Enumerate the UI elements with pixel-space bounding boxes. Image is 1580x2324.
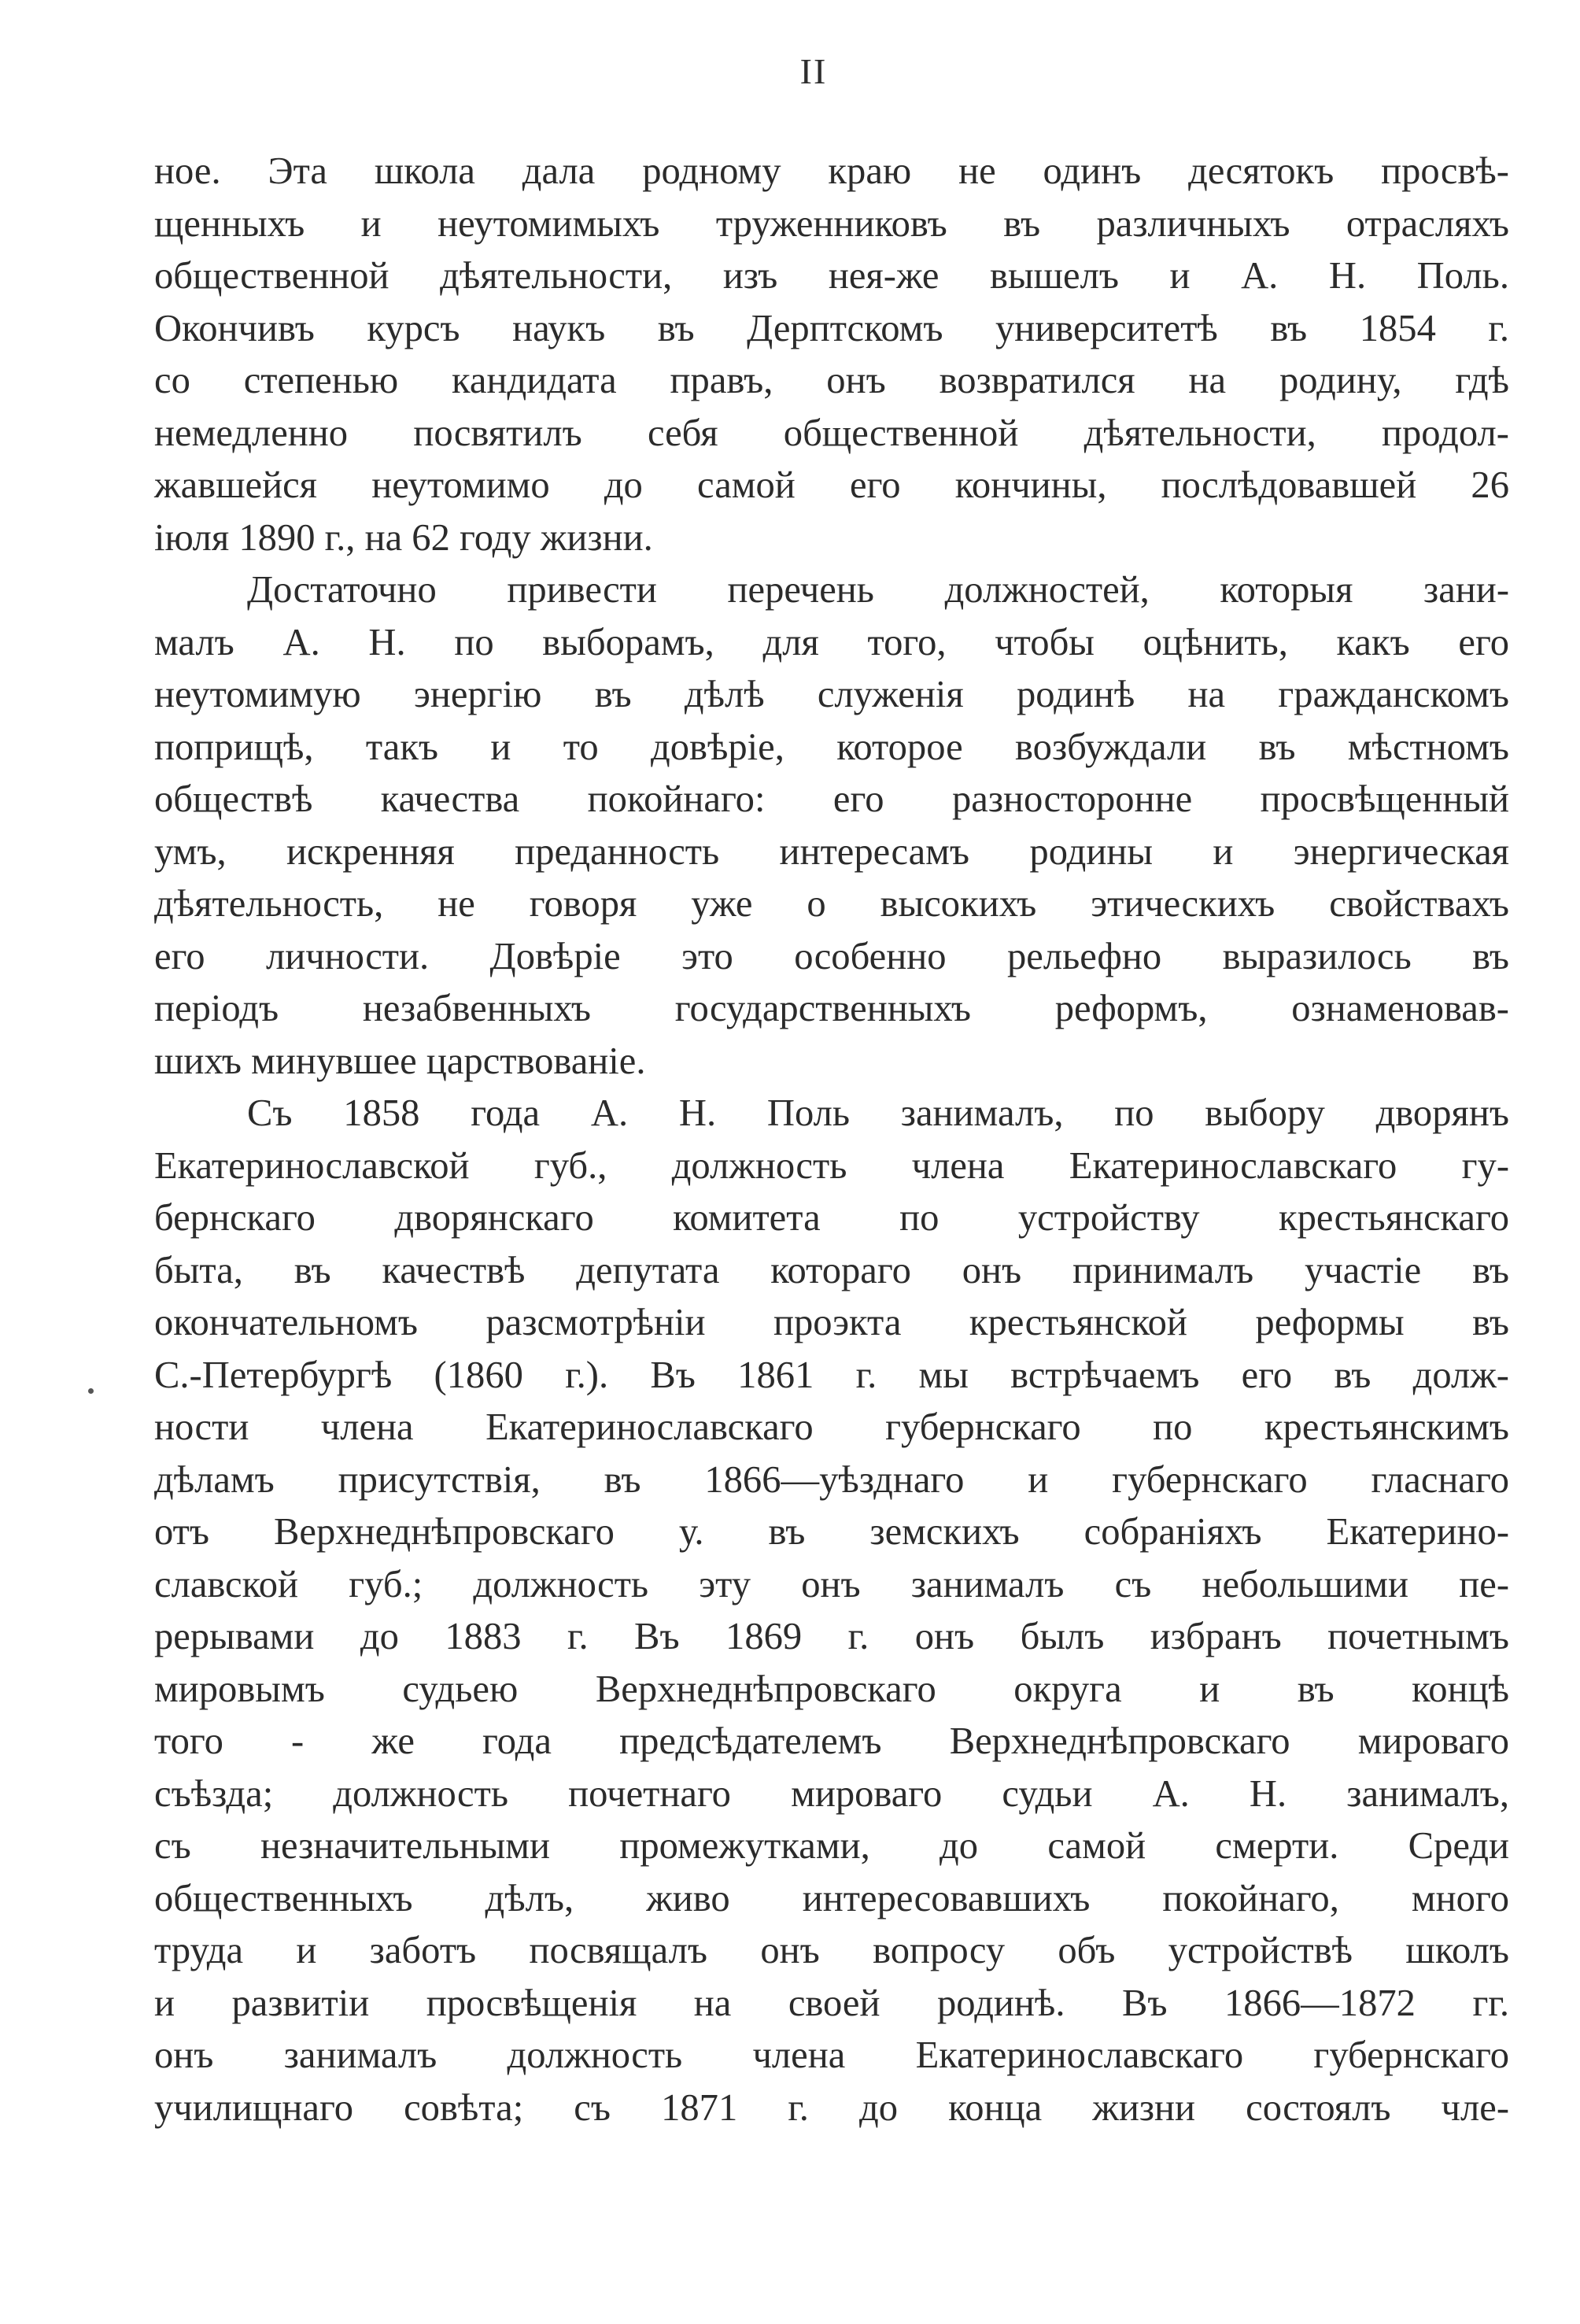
text-line: труда и заботъ посвящалъ онъ вопросу объ устройствѣ школъ [154, 1929, 1509, 1971]
text-line: рерывами до 1883 г. Въ 1869 г. онъ былъ избранъ почетнымъ [154, 1615, 1509, 1657]
text-line: ное. Эта школа дала родному краю не одинъ десятокъ просвѣ- [154, 150, 1509, 192]
text-line: общественныхъ дѣлъ, живо интересовавшихъ покойнаго, много [154, 1876, 1509, 1919]
text-line: общественной дѣятельности, изъ нея-же вышелъ и А. Н. Поль. [154, 254, 1509, 297]
text-line: того - же года предсѣдателемъ Верхнеднѣпровскаго мироваго [154, 1720, 1509, 1762]
text-line: обществѣ качества покойнаго: его разносторонне просвѣщенный [154, 778, 1509, 820]
text-line: Окончивъ курсъ наукъ въ Дерптскомъ университетѣ въ 1854 г. [154, 306, 1509, 349]
text-line: малъ А. Н. по выборамъ, для того, чтобы оцѣнить, какъ его [154, 620, 1509, 663]
text-line: славской губ.; должность эту онъ занималъ съ небольшими пе- [154, 1562, 1509, 1605]
text-line: неутомимую энергію въ дѣлѣ служенія родинѣ на гражданскомъ [154, 673, 1509, 715]
paragraph-1 [154, 145, 1509, 563]
page-number: II [799, 51, 828, 91]
text-line: іюля 1890 г., на 62 году жизни. [154, 515, 653, 559]
text-line: дѣятельность, не говоря уже о высокихъ этическихъ свойствахъ [154, 882, 1509, 925]
text-line: Достаточно привести перечень должностей, которыя зани- [247, 568, 1509, 611]
margin-speck [88, 1388, 94, 1394]
text-line: щенныхъ и неутомимыхъ труженниковъ въ различныхъ отрасляхъ [154, 201, 1509, 245]
text-line: Съ 1858 года А. Н. Поль занималъ, по выбору дворянъ [247, 1092, 1509, 1134]
text-line: училищнаго совѣта; съ 1871 г. до конца жизни состоялъ чле- [154, 2086, 1509, 2129]
text-line: дѣламъ присутствія, въ 1866—уѣзднаго и губернскаго гласнаго [154, 1458, 1509, 1501]
text-line: мировымъ судьею Верхнеднѣпровскаго округа и въ концѣ [154, 1667, 1509, 1710]
text-line: жавшейся неутомимо до самой его кончины, послѣдовавшей 26 [154, 464, 1509, 506]
text-line: Екатеринославской губ., должность члена Екатеринославскаго гу- [154, 1144, 1509, 1187]
text-line: окончательномъ разсмотрѣніи проэкта крестьянской реформы въ [154, 1301, 1509, 1343]
text-line: онъ занималъ должность члена Екатеринославскаго губернскаго [154, 2034, 1509, 2076]
text-line: бернскаго дворянскаго комитета по устройству крестьянскаго [154, 1196, 1509, 1239]
text-line: быта, въ качествѣ депутата котораго онъ принималъ участіе въ [154, 1248, 1509, 1291]
paragraph-2 [154, 563, 1509, 1087]
text-line: съѣзда; должность почетнаго мироваго судьи А. Н. занималъ, [154, 1772, 1509, 1815]
text-line: съ незначительными промежутками, до самой смерти. Среди [154, 1824, 1509, 1867]
text-line: и развитіи просвѣщенія на своей родинѣ. Въ 1866—1872 гг. [154, 1981, 1509, 2024]
text-line: шихъ минувшее царствованіе. [154, 1039, 646, 1082]
text-line: поприщѣ, такъ и то довѣріе, которое возбуждали въ мѣстномъ [154, 725, 1509, 768]
text-line: его личности. Довѣріе это особенно рельефно выразилось въ [154, 934, 1509, 977]
text-line: ности члена Екатеринославскаго губернскаго по крестьянскимъ [154, 1406, 1509, 1448]
text-line: умъ, искренняя преданность интересамъ родины и энергическая [154, 829, 1509, 873]
paragraph-3 [154, 1087, 1509, 2134]
body-text [154, 145, 1509, 2134]
text-line: отъ Верхнеднѣпровскаго у. въ земскихъ собраніяхъ Екатерино- [154, 1510, 1509, 1553]
text-line: немедленно посвятилъ себя общественной дѣятельности, продол- [154, 411, 1509, 454]
text-line: С.-Петербургѣ (1860 г.). Въ 1861 г. мы встрѣчаемъ его въ долж- [154, 1353, 1509, 1396]
text-line: со степенью кандидата правъ, онъ возвратился на родину, гдѣ [154, 359, 1509, 401]
text-line: періодъ незабвенныхъ государственныхъ реформъ, ознаменовав- [154, 987, 1509, 1029]
